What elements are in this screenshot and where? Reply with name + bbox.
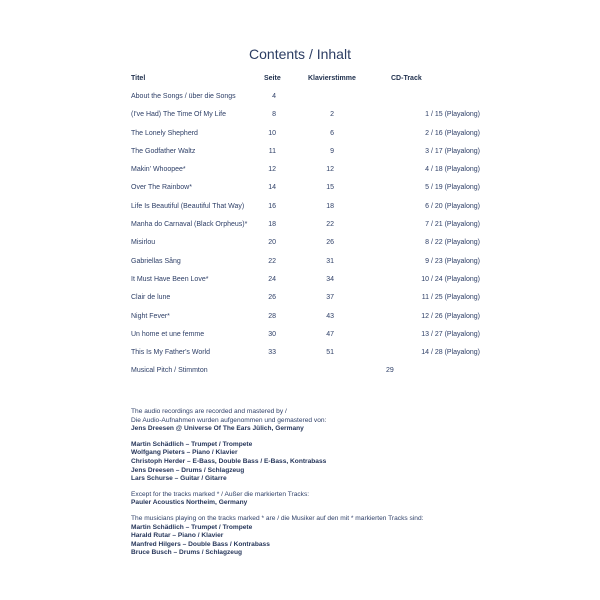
page-number: 22 — [268, 257, 276, 265]
piano-part-page: 9 — [330, 147, 334, 155]
cd-track: 13 / 27 (Playalong) — [421, 330, 480, 338]
cd-track: 12 / 26 (Playalong) — [421, 312, 480, 320]
page-number: 18 — [268, 221, 276, 229]
piano-part-page: 26 — [326, 239, 334, 247]
table-row — [0, 367, 600, 385]
piano-part-page: 22 — [326, 221, 334, 229]
cd-track: 29 — [386, 367, 394, 375]
marked-musician-line: Manfred Hilgers – Double Bass / Kontrabass — [131, 540, 270, 548]
credits-studio: Jens Dreesen @ Universe Of The Ears Jülich, Germany — [131, 425, 304, 433]
musician-line: Jens Dreesen – Drums / Schlagzeug — [131, 466, 245, 474]
piano-part-page: 34 — [326, 275, 334, 283]
table-row — [0, 221, 600, 239]
table-row — [0, 294, 600, 312]
recording-credits — [131, 408, 531, 558]
song-title: The Godfather Waltz — [131, 147, 196, 155]
table-row — [0, 331, 600, 349]
page-number: 20 — [268, 239, 276, 247]
page-number: 24 — [268, 275, 276, 283]
cd-track: 7 / 21 (Playalong) — [425, 221, 480, 229]
page-number: 14 — [268, 184, 276, 192]
marked-tracks-intro: The musicians playing on the tracks marked * are / die Musiker auf den mit * markierten Tracks sind: — [131, 514, 424, 522]
musician-line: Lars Schurse – Guitar / Gitarre — [131, 475, 227, 483]
song-title: Night Fever* — [131, 312, 170, 320]
song-title: Gabriellas Sång — [131, 257, 181, 265]
musician-line: Wolfgang Pieters – Piano / Klavier — [131, 449, 238, 457]
table-row — [0, 349, 600, 367]
song-title: Musical Pitch / Stimmton — [131, 367, 208, 375]
table-row — [0, 111, 600, 129]
song-title: Manha do Carnaval (Black Orpheus)* — [131, 221, 248, 229]
song-title: Clair de lune — [131, 294, 171, 302]
column-header-piano-part: Klavierstimme — [308, 75, 356, 82]
marked-musician-line: Martin Schädlich – Trumpet / Trompete — [131, 523, 253, 531]
cd-track: 11 / 25 (Playalong) — [421, 294, 480, 302]
cd-track: 1 / 15 (Playalong) — [425, 111, 480, 119]
song-title: Over The Rainbow* — [131, 184, 192, 192]
page-title: Contents / Inhalt — [249, 46, 351, 62]
musician-line: Martin Schädlich – Trumpet / Trompete — [131, 440, 253, 448]
song-title: (I've Had) The Time Of My Life — [131, 111, 226, 119]
page-number: 4 — [272, 93, 276, 100]
song-title: Makin' Whoopee* — [131, 166, 186, 174]
except-studio: Pauler Acoustics Northeim, Germany — [131, 499, 248, 507]
table-row — [0, 166, 600, 184]
except-line: Except for the tracks marked * / Außer die markierten Tracks: — [131, 490, 310, 498]
page-number: 26 — [268, 294, 276, 302]
cd-track: 8 / 22 (Playalong) — [425, 239, 480, 247]
cd-track: 9 / 23 (Playalong) — [425, 257, 480, 265]
page-number: 8 — [272, 111, 276, 119]
table-row — [0, 258, 600, 276]
song-title: Life Is Beautiful (Beautiful That Way) — [131, 202, 245, 210]
piano-part-page: 15 — [326, 184, 334, 192]
cd-track: 10 / 24 (Playalong) — [421, 275, 480, 283]
table-row — [0, 93, 600, 111]
piano-part-page: 2 — [330, 111, 334, 119]
table-row — [0, 276, 600, 294]
cd-track: 4 / 18 (Playalong) — [425, 166, 480, 174]
table-row — [0, 184, 600, 202]
page-number: 16 — [268, 202, 276, 210]
song-title: The Lonely Shepherd — [131, 129, 198, 137]
page-number: 28 — [268, 312, 276, 320]
marked-musician-line: Harald Rutar – Piano / Klavier — [131, 532, 224, 540]
page-number: 12 — [268, 166, 276, 174]
cd-track: 6 / 20 (Playalong) — [425, 202, 480, 210]
column-header-title: Titel — [131, 75, 146, 82]
table-row — [0, 130, 600, 148]
marked-musician-line: Bruce Busch – Drums / Schlagzeug — [131, 549, 243, 557]
column-header-page: Seite — [264, 75, 281, 82]
page-number: 33 — [268, 349, 276, 357]
song-title: Misirlou — [131, 239, 156, 247]
table-row — [0, 239, 600, 257]
table-row — [0, 203, 600, 221]
musician-line: Christoph Herder – E-Bass, Double Bass / E-Bass, Kontrabass — [131, 457, 327, 465]
song-title: Un home et une femme — [131, 330, 205, 338]
piano-part-page: 18 — [326, 202, 334, 210]
table-row — [0, 313, 600, 331]
page-number: 10 — [268, 129, 276, 137]
song-title: About the Songs / über die Songs — [131, 93, 236, 100]
page-number: 11 — [268, 147, 276, 155]
piano-part-page: 12 — [326, 166, 334, 174]
piano-part-page: 51 — [326, 349, 334, 357]
piano-part-page: 6 — [330, 129, 334, 137]
page-number: 30 — [268, 330, 276, 338]
piano-part-page: 31 — [326, 257, 334, 265]
song-title: It Must Have Been Love* — [131, 275, 209, 283]
cd-track: 3 / 17 (Playalong) — [425, 147, 480, 155]
cd-track: 2 / 16 (Playalong) — [425, 129, 480, 137]
piano-part-page: 37 — [326, 294, 334, 302]
piano-part-page: 47 — [326, 330, 334, 338]
credits-intro-de: Die Audio-Aufnahmen wurden aufgenommen und gemastered von: — [131, 416, 327, 424]
credits-intro-en: The audio recordings are recorded and mastered by / — [131, 408, 287, 415]
table-row — [0, 148, 600, 166]
cd-track: 5 / 19 (Playalong) — [425, 184, 480, 192]
cd-track: 14 / 28 (Playalong) — [421, 349, 480, 357]
column-header-cd-track: CD-Track — [391, 75, 422, 82]
contents-table — [0, 93, 600, 386]
piano-part-page: 43 — [326, 312, 334, 320]
song-title: This Is My Father's World — [131, 349, 210, 357]
